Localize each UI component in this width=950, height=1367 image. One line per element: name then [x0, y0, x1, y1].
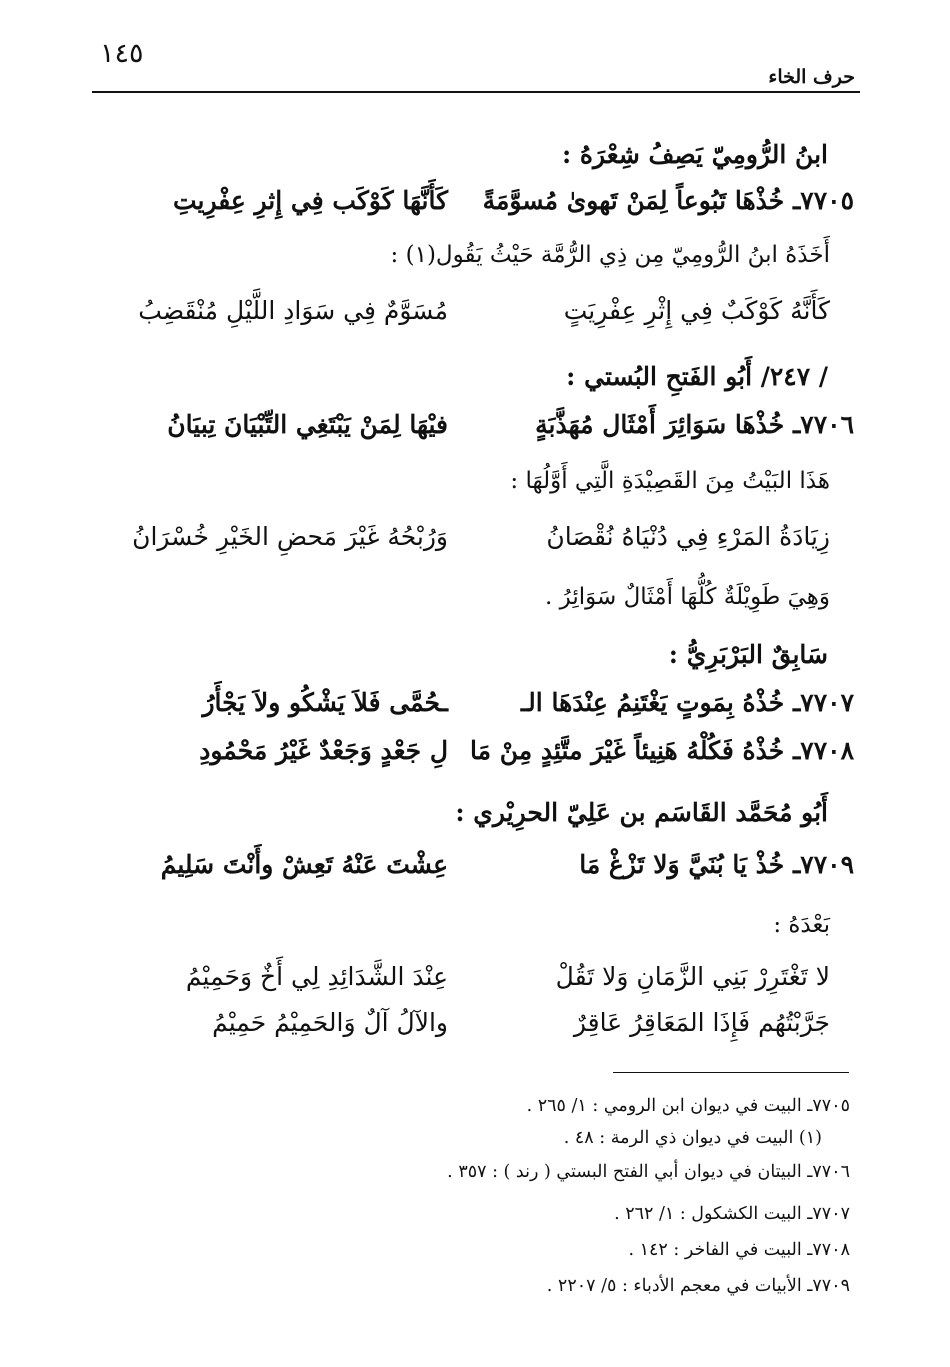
hemistich-right: خُذْهُ بِمَوتٍ يَغْتَنِمُ عِنْدَهَا الـ — [520, 688, 785, 717]
header-rule — [92, 91, 860, 93]
footnote-7706: ٧٧٠٦ـ البيتان في ديوان أبي الفتح البستي ( رند ) : ٣٥٧ . — [447, 1162, 850, 1182]
verse-7709-first-hemistich — [444, 850, 854, 879]
verse-7707-second-hemistich: ـحُمَّى فَلاَ يَشْكُو ولاَ يَجْأَرُ — [202, 688, 448, 717]
prose-attribution: أَخَذَهُ ابنُ الرُّومِيّ مِن ذِي الرُّمَّة حَيْثُ يَقُول(١) : — [390, 242, 830, 268]
footnote-7709: ٧٧٠٩ـ الأبيات في معجم الأدباء : ٥/ ٢٢٠٧ . — [546, 1276, 850, 1296]
footnote-7707: ٧٧٠٧ـ البيت الكشكول : ١/ ٢٦٢ . — [614, 1204, 850, 1224]
footnote-rule — [613, 1072, 849, 1073]
page-number: ١٤٥ — [100, 38, 144, 69]
hemistich-right: خُذْهَا سَوَائِرَ أَمْثَال مُهَذَّبَةٍ — [535, 410, 785, 439]
poem-opening-second-hemistich: وَرُبْحُهُ غَيْرَ مَحضِ الخَيْرِ خُسْرَانُ — [132, 522, 448, 551]
hemistich-right: خُذْهَا تَبُوعاً لِمَنْ تَهوىٰ مُسوَّمَةً — [482, 186, 785, 215]
closing-verse-1-second-hemistich: عِنْدَ الشَّدَائِدِ لِي أَخٌ وَحَمِيْمُ — [185, 962, 448, 991]
quoted-verse-second-hemistich: مُسَوَّمٌ فِي سَوَادِ اللَّيْلِ مُنْقَضِبُ — [138, 296, 448, 325]
poet-heading-barbari: سَابِقٌ البَرْبَرِيُّ : — [668, 640, 828, 669]
verse-number: ٧٧٠٩ـ — [792, 850, 854, 879]
verse-7709-second-hemistich: عِشْتَ عَنْهُ تَعِشْ وأَنْتَ سَلِيمُ — [160, 850, 448, 879]
closing-verse-2-first-hemistich: جَرَّبْتُهُم فَإِذَا المَعَاقِرُ عَاقِرٌ — [573, 1008, 830, 1037]
footnote-7705: ٧٧٠٥ـ البيت في ديوان ابن الرومي : ١/ ٢٦٥ . — [526, 1096, 850, 1116]
prose-poem-intro: هَذَا البَيْتُ مِنَ القَصِيْدَةِ الَّتِي أَوَّلُهَا : — [510, 468, 830, 494]
verse-7705-second-hemistich: كَأَنَّهَا كَوْكَب فِي إِثرِ عِفْرِيتِ — [172, 186, 448, 215]
prose-after: بَعْدَهُ : — [773, 912, 830, 938]
verse-number: ٧٧٠٧ـ — [792, 688, 854, 717]
verse-7707-first-hemistich — [444, 688, 854, 717]
verse-number: ٧٧٠٥ـ — [792, 186, 854, 215]
poem-opening-first-hemistich: زِيَادَةُ المَرْءِ فِي دُنْيَاهُ نُقْصَانُ — [546, 522, 830, 551]
hemistich-right: خُذْهُ فَكُلْهُ هَنِيئاً غَيْرَ متَّئِدٍ مِنْ مَا — [470, 736, 785, 765]
footnote-1: (١) البيت في ديوان ذي الرمة : ٤٨ . — [563, 1128, 822, 1148]
verse-7706-second-hemistich: فيْهَا لِمَنْ يَبْتَغِي التِّبْيَانَ تِبيَانُ — [167, 410, 448, 439]
verse-7706-first-hemistich — [444, 410, 854, 439]
poet-heading-ibn-rumi: ابنُ الرُّومِيّ يَصِفُ شِعْرَهُ : — [561, 140, 828, 169]
poet-heading-hariri: أَبُو مُحَمَّد القَاسَم بن عَلِيّ الحرِيْري : — [455, 798, 828, 827]
running-header: حرف الخاء — [768, 66, 855, 88]
closing-verse-2-second-hemistich: والآلُ آلٌ وَالحَمِيْمُ حَمِيْمُ — [212, 1008, 448, 1037]
verse-number: ٧٧٠٨ـ — [792, 736, 854, 765]
verse-7708-second-hemistich: لِ جَعْدٍ وَجَعْدٌ غَيْرُ مَحْمُودِ — [199, 736, 448, 765]
closing-verse-1-first-hemistich: لا تَغْتَرِرْ بَنِي الزَّمَانِ وَلا تَقُلْ — [555, 962, 830, 991]
quoted-verse-first-hemistich: كَأَنَّهُ كَوْكَبٌ فِي إِثْرِ عِفْرِيَتٍ — [563, 296, 830, 325]
verse-7708-first-hemistich — [444, 736, 854, 765]
prose-poem-note: وَهِيَ طَوِيْلَةٌ كُلُّهَا أَمْثَالٌ سَوَائِرُ . — [545, 584, 830, 610]
poet-heading-busti: / ٢٤٧/ أَبُو الفَتحِ البُستي : — [566, 362, 828, 391]
verse-7705-first-hemistich — [444, 186, 854, 215]
verse-number: ٧٧٠٦ـ — [792, 410, 854, 439]
hemistich-right: خُذْ يَا بُنَيَّ وَلا تَزْغْ مَا — [579, 850, 785, 879]
footnote-7708: ٧٧٠٨ـ البيت في الفاخر : ١٤٢ . — [628, 1240, 850, 1260]
